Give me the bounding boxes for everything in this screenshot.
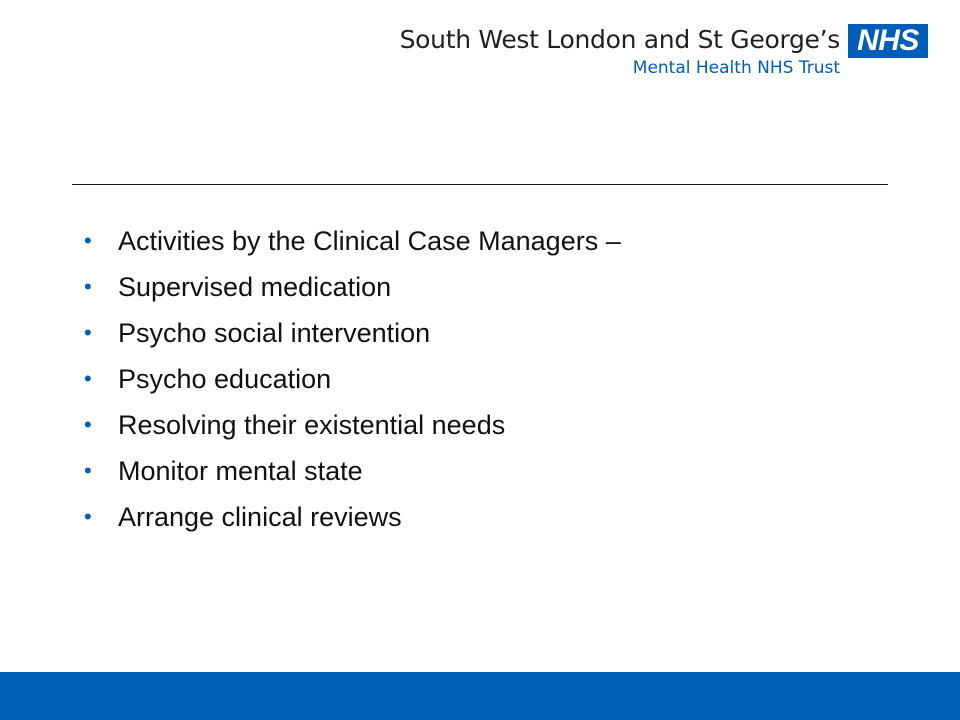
- nhs-logo-badge: NHS: [848, 24, 928, 58]
- bullet-item: [84, 448, 621, 494]
- title-divider: [72, 184, 888, 185]
- bullet-item: [84, 310, 621, 356]
- footer-bar: [0, 672, 960, 720]
- bullet-list: [84, 218, 621, 540]
- bullet-item: [84, 264, 621, 310]
- trust-subname: Mental Health NHS Trust: [632, 58, 840, 78]
- bullet-text: Psycho education: [118, 364, 332, 394]
- bullet-text: Psycho social intervention: [118, 318, 431, 348]
- bullet-dot-icon: •: [84, 228, 92, 253]
- bullet-text: Monitor mental state: [118, 456, 363, 486]
- bullet-dot-icon: •: [84, 366, 92, 391]
- bullet-text: Arrange clinical reviews: [118, 502, 402, 532]
- bullet-dot-icon: •: [84, 504, 92, 529]
- bullet-text: Resolving their existential needs: [118, 410, 506, 440]
- trust-logo: [368, 22, 928, 84]
- trust-name: South West London and St George’s: [399, 25, 840, 54]
- bullet-item: [84, 356, 621, 402]
- bullet-text: Supervised medication: [118, 272, 392, 302]
- bullet-text: Activities by the Clinical Case Managers –: [118, 226, 621, 256]
- bullet-dot-icon: •: [84, 412, 92, 437]
- bullet-item: [84, 218, 621, 264]
- bullet-dot-icon: •: [84, 274, 92, 299]
- bullet-item: [84, 494, 621, 540]
- bullet-item: [84, 402, 621, 448]
- bullet-dot-icon: •: [84, 320, 92, 345]
- bullet-dot-icon: •: [84, 458, 92, 483]
